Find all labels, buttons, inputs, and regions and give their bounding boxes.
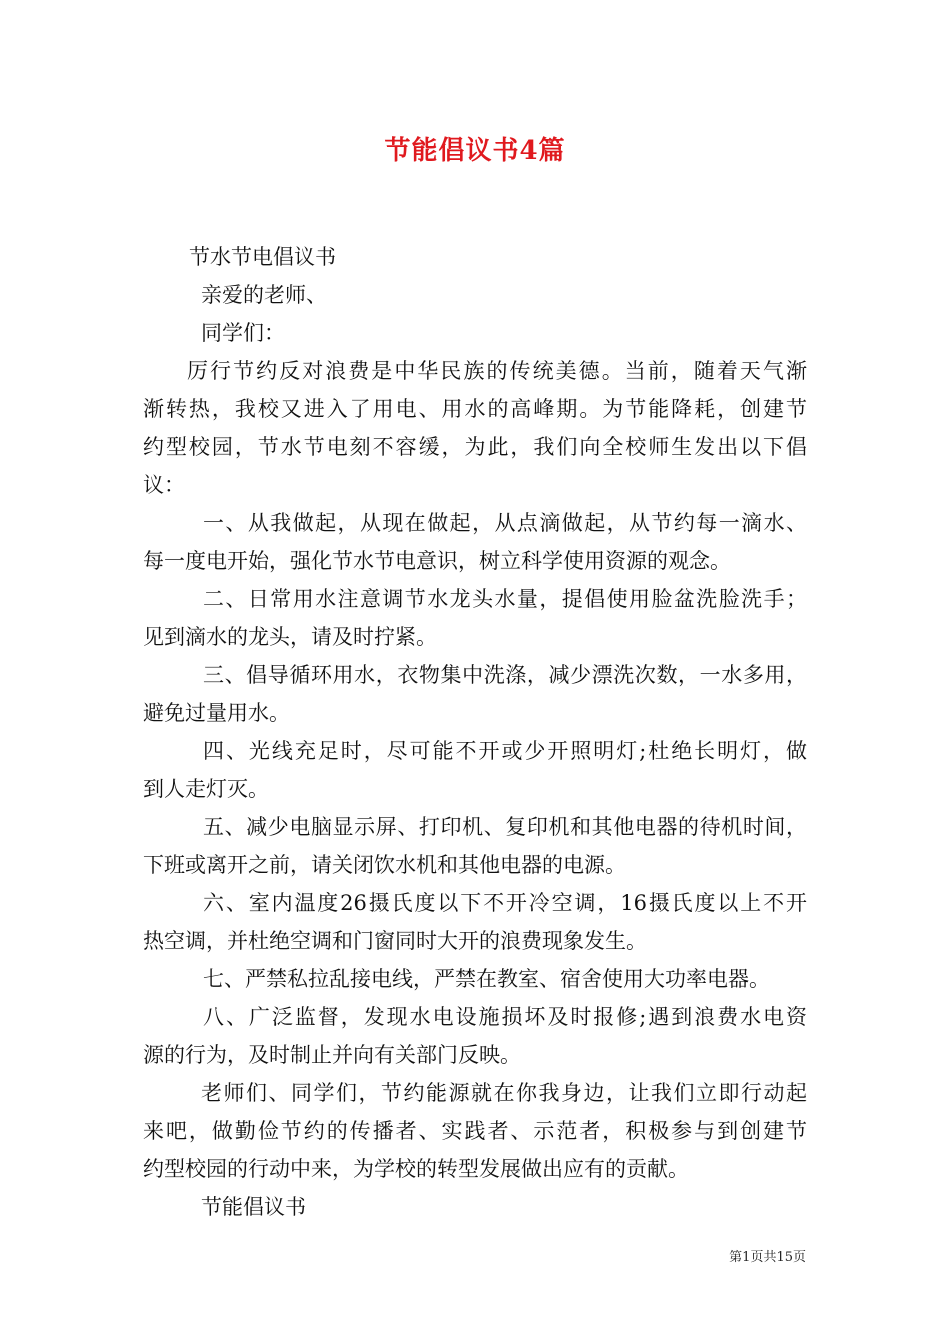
item-4-line-2: 到人走灯灭。 (143, 777, 269, 801)
item-5-line-2: 下班或离开之前，请关闭饮水机和其他电器的电源。 (143, 853, 626, 877)
item-6-line-2: 热空调，并杜绝空调和门窗同时大开的浪费现象发生。 (143, 929, 647, 953)
item-1-line-2: 每一度电开始，强化节水节电意识，树立科学使用资源的观念。 (143, 549, 731, 573)
salutation-line-2: 同学们： (201, 321, 285, 345)
item-1-line-1: 一、从我做起，从现在做起，从点滴做起，从节约每一滴水、 (203, 511, 807, 535)
intro-line: 渐转热，我校又进入了用电、用水的高峰期。为节能降耗，创建节 (143, 397, 807, 421)
intro-line: 厉行节约反对浪费是中华民族的传统美德。当前，随着天气渐 (187, 359, 807, 383)
item-8-line-1: 八、广泛监督，发现水电设施损坏及时报修;遇到浪费水电资 (203, 1005, 807, 1029)
item-4-line-1: 四、光线充足时，尽可能不开或少开照明灯;杜绝长明灯，做 (203, 739, 807, 763)
intro-line: 约型校园，节水节电刻不容缓，为此，我们向全校师生发出以下倡 (143, 435, 807, 459)
intro-line: 议： (143, 473, 185, 497)
closing-line: 老师们、同学们，节约能源就在你我身边，让我们立即行动起 (201, 1081, 807, 1105)
item-5-line-1: 五、减少电脑显示屏、打印机、复印机和其他电器的待机时间， (203, 815, 807, 839)
item-2-line-1: 二、日常用水注意调节水龙头水量，提倡使用脸盆洗脸洗手； (203, 587, 807, 611)
closing-line: 约型校园的行动中来，为学校的转型发展做出应有的贡献。 (143, 1157, 689, 1181)
item-3-line-1: 三、倡导循环用水，衣物集中洗涤，减少漂洗次数，一水多用， (203, 663, 807, 687)
document-body (143, 238, 807, 1226)
item-2-line-2: 见到滴水的龙头，请及时拧紧。 (143, 625, 437, 649)
section-subtitle: 节水节电倡议书 (189, 245, 336, 269)
page-number-footer: 第1页共15页 (729, 1250, 806, 1265)
item-6-line-1: 六、室内温度26摄氏度以下不开冷空调，16摄氏度以上不开 (203, 891, 807, 915)
page-title: 节能倡议书4篇 (384, 136, 566, 166)
next-section-heading: 节能倡议书 (201, 1195, 306, 1219)
closing-line: 来吧，做勤俭节约的传播者、实践者、示范者，积极参与到创建节 (143, 1119, 807, 1143)
item-7-line-1: 七、严禁私拉乱接电线，严禁在教室、宿舍使用大功率电器。 (203, 967, 770, 991)
salutation-line-1: 亲爱的老师、 (201, 283, 327, 307)
item-8-line-2: 源的行为，及时制止并向有关部门反映。 (143, 1043, 521, 1067)
item-3-line-2: 避免过量用水。 (143, 701, 290, 725)
